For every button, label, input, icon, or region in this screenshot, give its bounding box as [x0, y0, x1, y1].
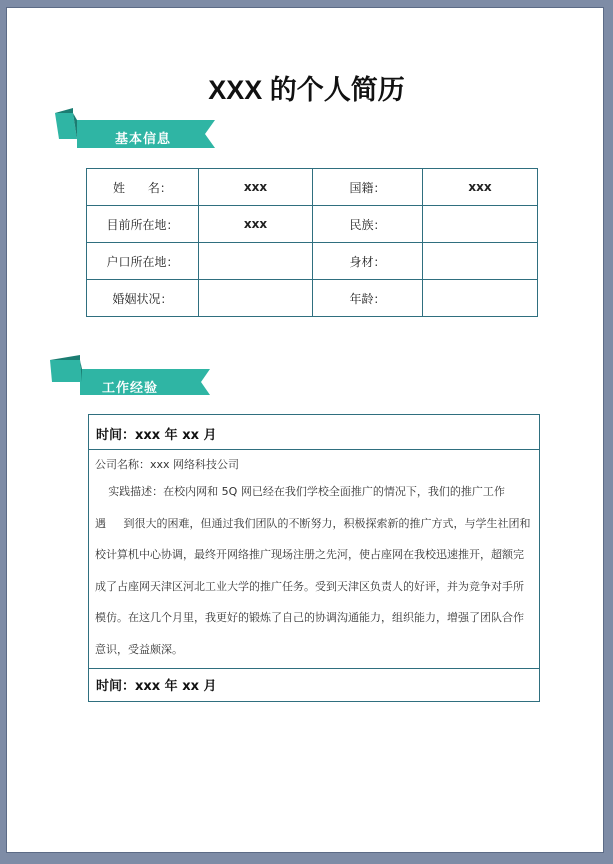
section-ribbon-basic-info [55, 108, 217, 148]
table-row [87, 169, 538, 206]
info-value: xxx [199, 206, 313, 243]
section-ribbon-work-experience [50, 355, 212, 397]
experience-description: 实践描述：在校内网和 5Q 网已经在我们学校全面推广的情况下，我们的推广工作遇 到很大的困难，但通过我们团队的不断努力，积极探索新的推广方式，与学生社团和校计算机中心协调，最终开网络推广现场注册之先河，使占座网在我校迅速推开，超额完成了占座网天津区河北工业大学的推广任务。受到天津区负责人的好评，并为竞争对手所模仿。在这几个月里，我更好的锻炼了自己的协调沟通能力，组织能力，增强了团队合作意识，受益颇深。 [95, 485, 531, 656]
info-label: 身材： [313, 243, 423, 280]
section-title-work-experience: 工作经验 [102, 381, 159, 396]
info-label: 国籍： [313, 169, 423, 206]
basic-info-table [86, 168, 538, 317]
info-label: 户口所在地： [87, 243, 199, 280]
info-value [199, 280, 313, 317]
info-value [423, 280, 538, 317]
info-value: xxx [199, 169, 313, 206]
info-label: 目前所在地： [87, 206, 199, 243]
work-experience-box [88, 414, 540, 702]
info-value: xxx [423, 169, 538, 206]
company-name: 公司名称：xxx 网络科技公司 [95, 458, 240, 471]
experience-body [89, 450, 539, 669]
table-row [87, 280, 538, 317]
info-label: 姓 名： [87, 169, 199, 206]
info-value [199, 243, 313, 280]
info-label: 年龄： [313, 280, 423, 317]
experience-time-2: 时间：xxx 年 xx 月 [96, 679, 217, 694]
info-value [423, 243, 538, 280]
table-row [87, 243, 538, 280]
info-label: 婚姻状况： [87, 280, 199, 317]
experience-time: 时间：xxx 年 xx 月 [89, 415, 539, 450]
info-label: 民族： [313, 206, 423, 243]
page-title: XXX 的个人简历 [208, 75, 405, 105]
table-row [87, 206, 538, 243]
section-title-basic-info: 基本信息 [115, 132, 172, 147]
info-value [423, 206, 538, 243]
